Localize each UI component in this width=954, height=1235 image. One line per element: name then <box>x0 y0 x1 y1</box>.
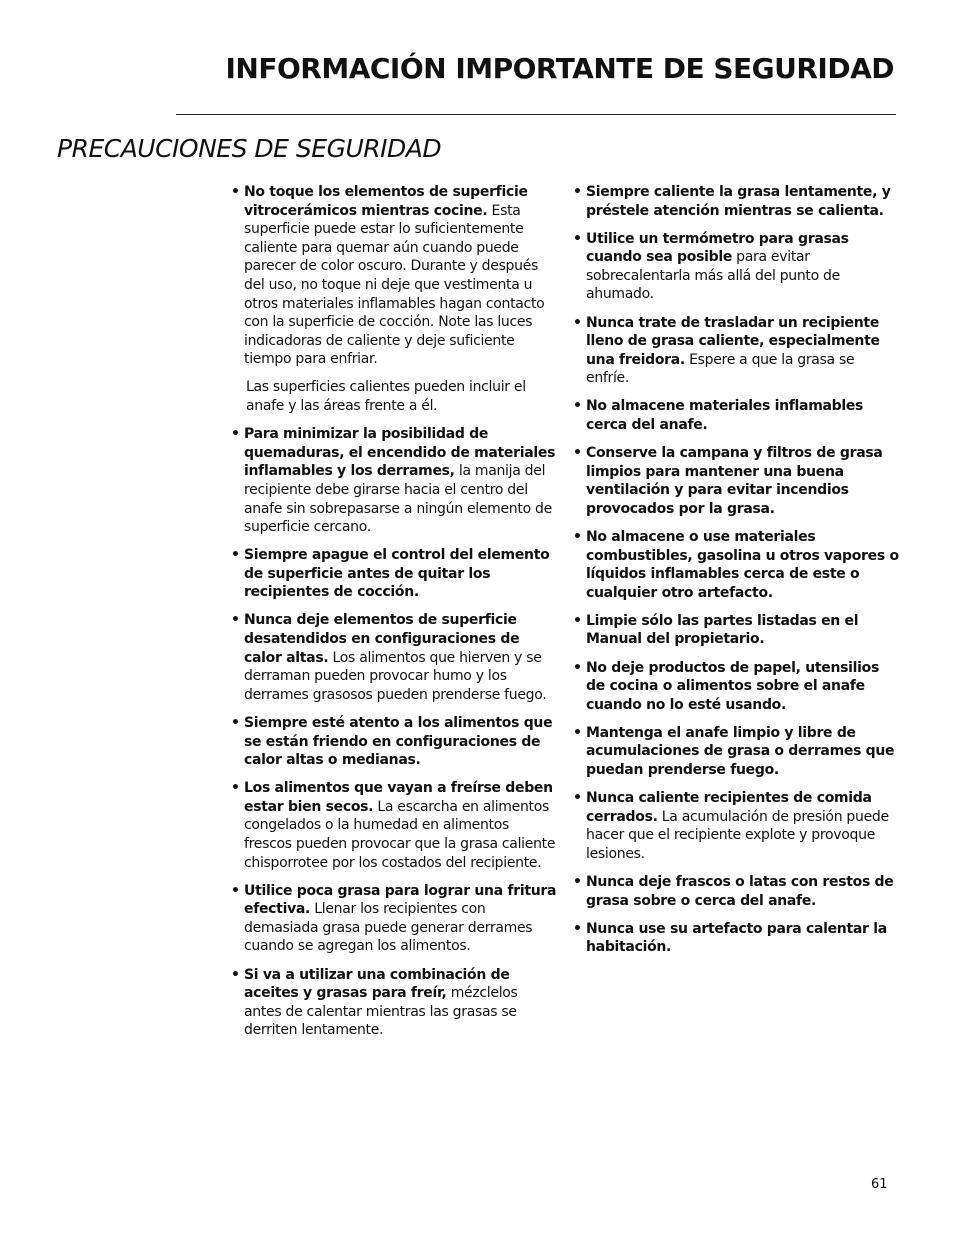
list-item <box>573 873 899 910</box>
list-item <box>231 183 557 369</box>
list-item <box>573 397 899 434</box>
item-lead: Nunca use su artefacto para calentar la habitación. <box>586 920 887 956</box>
list-item <box>573 920 899 957</box>
list-item <box>573 230 899 304</box>
item-lead: Si va a utilizar una combinación de aceites y grasas para freír, <box>244 966 510 1002</box>
item-lead: Siempre caliente la grasa lentamente, y préstele atención mientras se calienta. <box>586 184 891 219</box>
list-item <box>231 966 557 1040</box>
list-item <box>573 612 899 649</box>
item-lead: Nunca trate de trasladar un recipiente lleno de grasa caliente, especialmente una freidora. <box>586 314 880 368</box>
item-lead: Utilice poca grasa para lograr una fritura efectiva. <box>244 882 557 918</box>
item-lead: Limpie sólo las partes listadas en el Manual del propietario. <box>586 612 859 648</box>
item-lead: Nunca caliente recipientes de comida cerrados. <box>586 790 872 825</box>
list-item <box>573 444 899 518</box>
list-item <box>231 714 557 770</box>
list-item <box>573 528 899 602</box>
item-note: Las superficies calientes pueden incluir el anafe y las áreas frente a él. <box>246 379 526 415</box>
right-column-list <box>573 183 899 966</box>
item-lead: No deje productos de papel, utensilios de cocina o alimentos sobre el anafe cuando no lo esté usando. <box>586 659 880 713</box>
item-lead: Nunca deje frascos o latas con restos de grasa sobre o cerca del anafe. <box>586 874 894 909</box>
item-text: La acumulación de presión puede hacer que el recipiente explote y provoque lesiones. <box>586 808 889 862</box>
item-lead: Siempre apague el control del elemento de superficie antes de quitar los recipientes de cocción. <box>244 547 550 601</box>
item-lead: Los alimentos que vayan a freírse deben estar bien secos. <box>244 780 553 815</box>
item-text: Esta superficie puede estar lo suficientemente caliente para quemar aún cuando puede parecer de color oscuro. Durante y después del uso, no toque ni deje que vestimenta u otros materiales inflamables hagan contacto con la superficie de cocción. Note las luces indicadoras de caliente y deje suficiente tiempo para enfriar. <box>244 202 545 368</box>
item-text: la manija del recipiente debe girarse hacia el centro del anafe sin sobrepasarse a ningún elemento de superficie cercano. <box>244 463 552 536</box>
header-divider <box>176 114 896 115</box>
item-text: mézclelos antes de calentar mientras las grasas se derriten lentamente. <box>244 985 518 1039</box>
list-item <box>231 779 557 872</box>
item-lead: No almacene o use materiales combustibles, gasolina u otros vapores o líquidos inflamables cerca de este o cualquier otro artefacto. <box>586 529 899 601</box>
item-lead: No toque los elementos de superficie vitrocerámicos mientras cocine. <box>244 184 528 219</box>
list-item <box>231 611 557 704</box>
list-item <box>573 659 899 715</box>
item-text: Espere a que la grasa se enfríe. <box>586 351 855 387</box>
item-lead: Para minimizar la posibilidad de quemaduras, el encendido de materiales inflamables y los derrames, <box>244 426 556 480</box>
item-lead: Conserve la campana y filtros de grasa limpios para mantener una buena ventilación y para evitar incendios provocados por la grasa. <box>586 445 883 517</box>
list-item <box>573 314 899 388</box>
list-item <box>573 724 899 780</box>
page-number: 61 <box>871 1177 888 1192</box>
list-item <box>573 789 899 863</box>
list-item <box>231 882 557 956</box>
item-text: Los alimentos que hierven y se derraman pueden provocar humo y los derrames grasosos pueden prenderse fuego. <box>244 649 547 703</box>
list-item <box>573 183 899 220</box>
item-lead: Siempre esté atento a los alimentos que se están friendo en configuraciones de calor altas o medianas. <box>244 714 553 769</box>
item-lead: Utilice un termómetro para grasas cuando sea posible <box>586 230 849 266</box>
item-text: La escarcha en alimentos congelados o la humedad en alimentos frescos pueden provocar que la grasa caliente chisporrotee por los costados del recipiente. <box>244 798 556 871</box>
left-column-list <box>231 183 557 1049</box>
item-lead: Nunca deje elementos de superficie desatendidos en configuraciones de calor altas. <box>244 612 520 666</box>
list-item <box>231 425 557 537</box>
section-title: PRECAUCIONES DE SEGURIDAD <box>57 134 442 163</box>
page-header-title: INFORMACIÓN IMPORTANTE DE SEGURIDAD <box>225 52 894 85</box>
item-text: Llenar los recipientes con demasiada grasa puede generar derrames cuando se agregan los alimentos. <box>244 901 533 955</box>
item-lead: No almacene materiales inflamables cerca del anafe. <box>586 398 864 434</box>
item-lead: Mantenga el anafe limpio y libre de acumulaciones de grasa o derrames que puedan prenderse fuego. <box>586 724 895 779</box>
item-text: para evitar sobrecalentarla más allá del punto de ahumado. <box>586 249 840 303</box>
list-item <box>231 546 557 602</box>
